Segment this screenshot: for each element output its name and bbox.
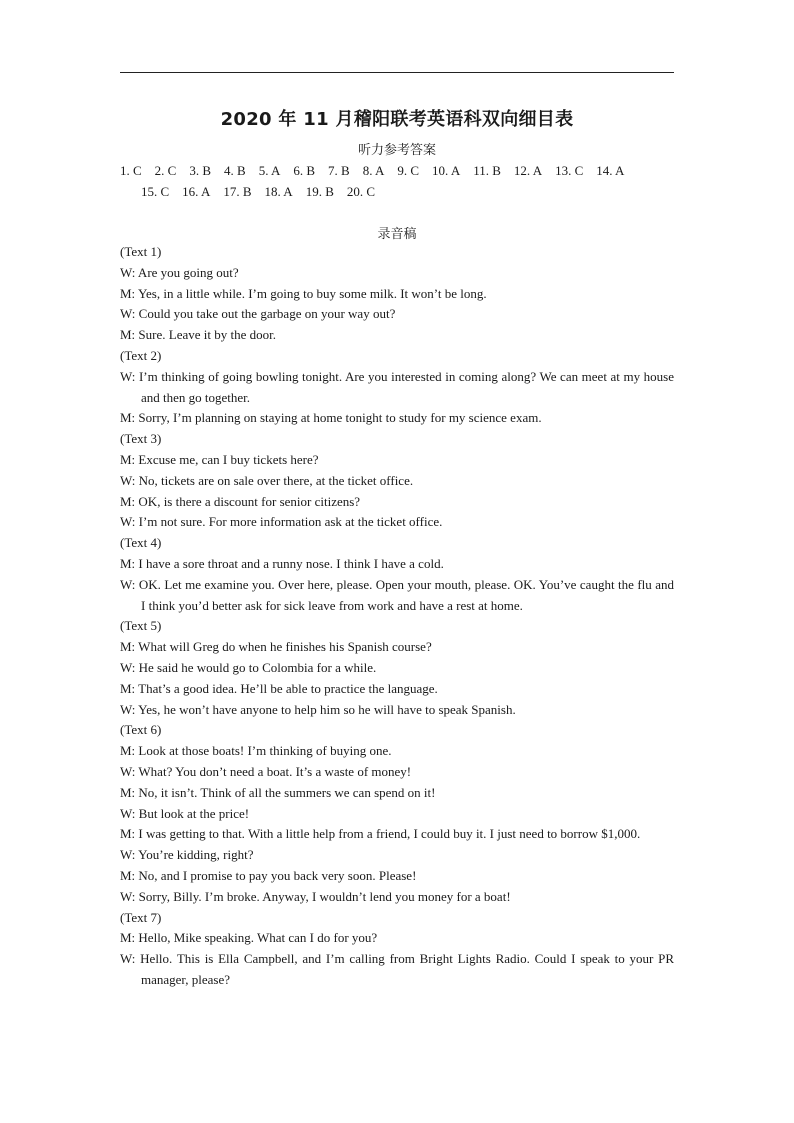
- dialogue-line: M: I have a sore throat and a runny nose. I think I have a cold.: [120, 555, 444, 571]
- answer-item: 17. B: [223, 184, 252, 199]
- answer-item: 9. C: [397, 163, 420, 178]
- answer-item: 4. B: [224, 163, 246, 178]
- header-rule: [120, 72, 674, 73]
- answer-item: 10. A: [432, 163, 461, 178]
- page-title: 2020 年 11 月稽阳联考英语科双向细目表: [220, 109, 574, 130]
- answer-item: 12. A: [513, 163, 543, 178]
- answers-heading: 听力参考答案: [357, 143, 436, 158]
- dialogue-line: W: Could you take out the garbage on your way out?: [120, 306, 396, 322]
- text-section-label: (Text 7): [120, 909, 162, 925]
- answer-item: 20. C: [346, 184, 376, 199]
- answer-row-2: [120, 181, 680, 202]
- answer-item: 11. B: [473, 163, 501, 178]
- dialogue-line: M: OK, is there a discount for senior citizens?: [120, 493, 361, 509]
- dialogue-line: M: That’s a good idea. He’ll be able to practice the language.: [120, 680, 438, 696]
- dialogue-line: W: You’re kidding, right?: [120, 847, 254, 863]
- text-section-label: (Text 2): [120, 347, 162, 363]
- dialogue-line: M: Hello, Mike speaking. What can I do for you?: [120, 930, 378, 946]
- text-section-label: (Text 6): [120, 722, 162, 738]
- text-section-label: (Text 3): [120, 431, 162, 447]
- answer-item: 15. C: [141, 184, 170, 199]
- dialogue-line: W: I’m thinking of going bowling tonight. Are you interested in coming along? We can meet at my house and then go together.: [120, 368, 674, 405]
- dialogue-line: W: OK. Let me examine you. Over here, please. Open your mouth, please. OK. You’ve caught the flu and I think you’d better ask for sick leave from work and have a rest at home.: [120, 576, 674, 613]
- answer-item: 1. C: [120, 163, 142, 178]
- answer-item: 14. A: [596, 163, 625, 178]
- answer-row-1: [120, 160, 680, 181]
- dialogue-line: W: What? You don’t need a boat. It’s a waste of money!: [120, 763, 412, 779]
- dialogue-line: M: What will Greg do when he finishes his Spanish course?: [120, 639, 432, 655]
- dialogue-line: M: No, and I promise to pay you back very soon. Please!: [120, 867, 417, 883]
- answer-item: 8. A: [362, 163, 385, 178]
- answer-item: 19. B: [305, 184, 334, 199]
- dialogue-line: W: Sorry, Billy. I’m broke. Anyway, I wouldn’t lend you money for a boat!: [120, 888, 511, 904]
- answer-item: 7. B: [328, 163, 350, 178]
- text-section-label: (Text 1): [120, 244, 162, 259]
- dialogue-line: M: No, it isn’t. Think of all the summers we can spend on it!: [120, 784, 436, 800]
- text-section-label: (Text 4): [120, 535, 162, 551]
- answer-key: [120, 160, 680, 202]
- answer-item: 5. A: [258, 163, 281, 178]
- answer-item: 3. B: [189, 163, 212, 178]
- dialogue-line: W: He said he would go to Colombia for a while.: [120, 659, 377, 675]
- dialogue-line: M: Sure. Leave it by the door.: [120, 327, 276, 343]
- dialogue-line: W: But look at the price!: [120, 805, 250, 821]
- text-section-label: (Text 5): [120, 618, 162, 634]
- transcript-heading: 录音稿: [377, 227, 417, 242]
- answer-item: 18. A: [264, 184, 293, 199]
- dialogue-line: M: Sorry, I’m planning on staying at home tonight to study for my science exam.: [120, 410, 542, 426]
- answer-item: 6. B: [293, 163, 316, 178]
- dialogue-line: M: Yes, in a little while. I’m going to buy some milk. It won’t be long.: [120, 285, 487, 301]
- answer-item: 16. A: [182, 184, 211, 199]
- answer-item: 13. C: [555, 163, 584, 178]
- transcript-body: [120, 242, 674, 991]
- dialogue-line: W: Yes, he won’t have anyone to help him so he will have to speak Spanish.: [120, 701, 516, 717]
- dialogue-line: W: No, tickets are on sale over there, at the ticket office.: [120, 472, 414, 488]
- dialogue-line: M: Look at those boats! I’m thinking of buying one.: [120, 743, 392, 759]
- dialogue-line: M: I was getting to that. With a little help from a friend, I could buy it. I just need to borrow $1,000.: [120, 826, 641, 842]
- dialogue-line: M: Excuse me, can I buy tickets here?: [120, 451, 319, 467]
- answer-item: 2. C: [154, 163, 177, 178]
- dialogue-line: W: Hello. This is Ella Campbell, and I’m calling from Bright Lights Radio. Could I speak to your PR manager, please?: [120, 951, 674, 987]
- dialogue-line: W: Are you going out?: [120, 264, 239, 280]
- dialogue-line: W: I’m not sure. For more information ask at the ticket office.: [120, 514, 443, 530]
